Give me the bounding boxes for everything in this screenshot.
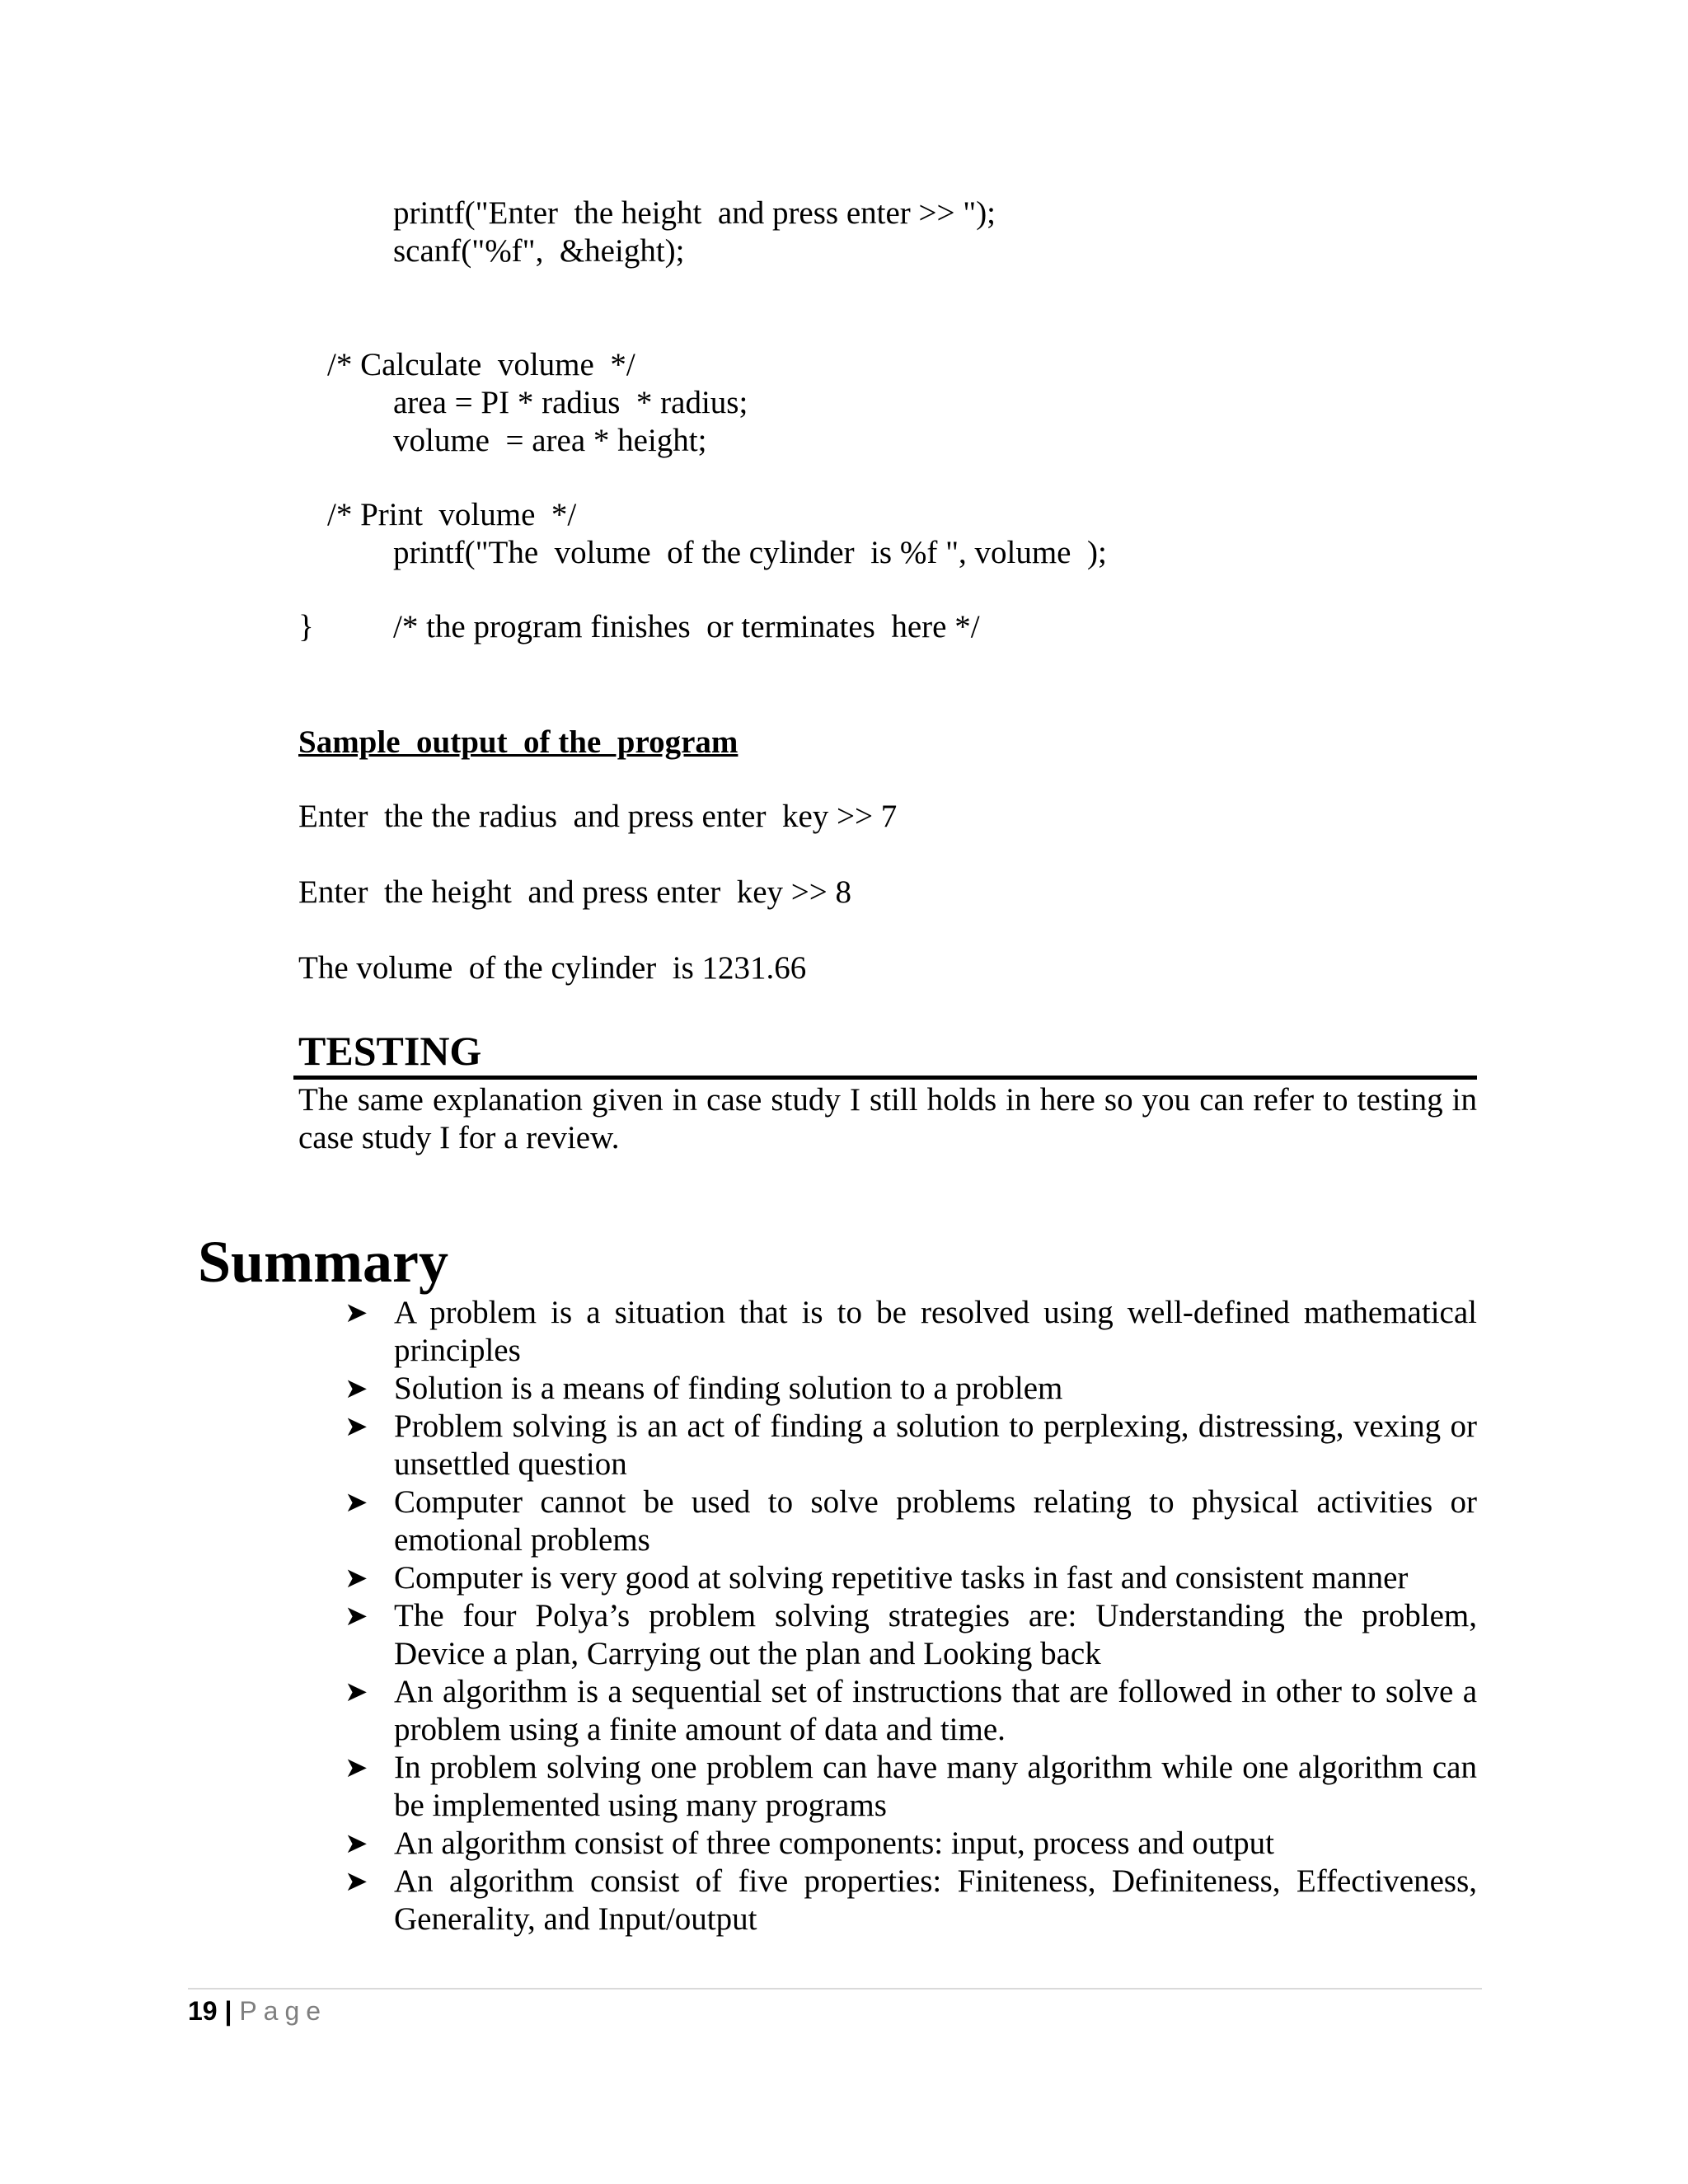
arrowhead-bullet-icon: ➤ — [345, 1486, 368, 1519]
footer-separator: | — [224, 1996, 232, 2026]
code-line-printf-height: printf("Enter the height and press enter >> "); — [393, 195, 996, 231]
testing-heading-rule — [293, 1076, 1477, 1080]
code-comment-print: /* Print volume */ — [327, 497, 577, 532]
summary-item: ➤ Computer cannot be used to solve problems relating to physical activities or emotional problems — [345, 1484, 1477, 1558]
code-comment-calculate: /* Calculate volume */ — [327, 347, 635, 382]
summary-item: ➤ A problem is a situation that is to be resolved using well-defined mathematical principles — [345, 1295, 1477, 1368]
arrowhead-bullet-icon: ➤ — [345, 1410, 368, 1443]
code-closing-brace: } — [298, 609, 314, 644]
page-footer — [188, 1993, 327, 2029]
arrowhead-bullet-icon: ➤ — [345, 1675, 368, 1708]
summary-item: ➤ An algorithm is a sequential set of instructions that are followed in other to solve a problem using a finite amount of data and time. — [345, 1674, 1477, 1747]
arrowhead-bullet-icon: ➤ — [345, 1296, 368, 1329]
arrowhead-bullet-icon: ➤ — [345, 1751, 368, 1784]
arrowhead-bullet-icon: ➤ — [345, 1865, 368, 1898]
page-number: 19 — [188, 1996, 218, 2026]
summary-heading: Summary — [198, 1229, 448, 1295]
sample-output-line: Enter the the radius and press enter key >> 7 — [298, 799, 898, 834]
code-line-printf-volume: printf("The volume of the cylinder is %f ", volume ); — [393, 535, 1107, 570]
testing-paragraph: The same explanation given in case study I still holds in here so you can refer to testing in case study I for a review. — [298, 1082, 1477, 1155]
arrowhead-bullet-icon: ➤ — [345, 1827, 368, 1860]
summary-item: ➤ In problem solving one problem can have many algorithm while one algorithm can be implemented using many programs — [345, 1750, 1477, 1823]
footer-divider — [188, 1988, 1482, 1990]
testing-heading: TESTING — [298, 1028, 482, 1074]
sample-output-line: The volume of the cylinder is 1231.66 — [298, 950, 807, 986]
code-line-volume: volume = area * height; — [393, 423, 707, 458]
summary-item: ➤ Computer is very good at solving repetitive tasks in fast and consistent manner — [345, 1560, 1409, 1596]
arrowhead-bullet-icon: ➤ — [345, 1562, 368, 1595]
sample-output-line: Enter the height and press enter key >> 8 — [298, 874, 852, 910]
code-line-area: area = PI * radius * radius; — [393, 385, 748, 420]
summary-list — [345, 1294, 1477, 1938]
summary-item: ➤ Solution is a means of finding solution to a problem — [345, 1371, 1063, 1406]
code-closing-comment: /* the program finishes or terminates here */ — [393, 609, 980, 644]
arrowhead-bullet-icon: ➤ — [345, 1600, 368, 1633]
summary-item: ➤ An algorithm consist of three components: input, process and output — [345, 1825, 1274, 1861]
arrowhead-bullet-icon: ➤ — [345, 1372, 368, 1405]
summary-item: ➤ An algorithm consist of five properties: Finiteness, Definiteness, Effectiveness, Generality, and Input/output — [345, 1863, 1477, 1937]
sample-output-heading: Sample output of the program — [298, 724, 738, 760]
summary-item: ➤ Problem solving is an act of finding a solution to perplexing, distressing, vexing or unsettled question — [345, 1408, 1477, 1482]
page-label: Page — [239, 1996, 328, 2026]
code-line-scanf-height: scanf("%f", &height); — [393, 233, 685, 269]
summary-item: ➤ The four Polya’s problem solving strategies are: Understanding the problem, Device a plan, Carrying out the plan and Looking back — [345, 1598, 1477, 1671]
